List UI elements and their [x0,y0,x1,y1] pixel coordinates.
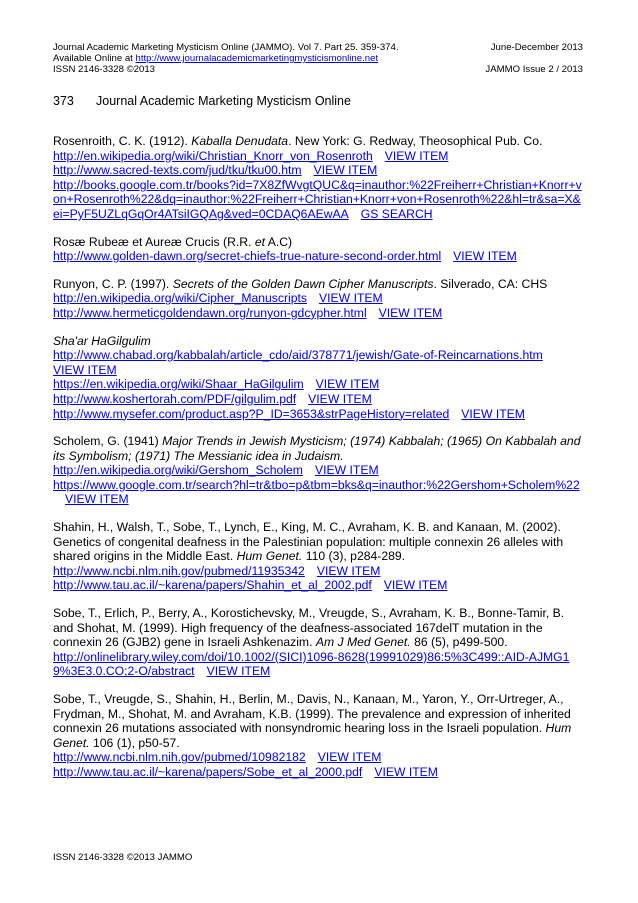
reference-entry [53,606,583,679]
reference-link-line [53,392,583,407]
header-issn-line [53,64,583,75]
view-item-link[interactable]: VIEW ITEM [315,377,380,392]
reference-list [53,134,583,793]
reference-url-link[interactable]: http://www.sacred-texts.com/jud/tku/tku00.htm [53,163,302,178]
citation-italic-title: Kaballa Denudata [191,134,289,148]
reference-citation [53,434,583,463]
citation-text: Sobe, T., Erlich, P., Berry, A., Korostichevsky, M., Vreugde, S., Avraham, K. B., Bonne-Tamir, B. and Shohat, M. (1999). High frequency of the deafness-associated 167delT mutation in the connexin 26 (GJB2) gene in Israeli Ashkenazim. [53,606,565,650]
reference-link-line [53,149,583,164]
reference-url-link[interactable]: http://www.ncbi.nlm.nih.gov/pubmed/10982182 [53,750,306,765]
reference-url-link[interactable]: http://en.wikipedia.org/wiki/Cipher_Manuscripts [53,291,308,306]
journal-website-link[interactable]: http://www.journalacademicmarketingmysticismonline.net [135,53,379,64]
reference-link-line [53,348,583,377]
reference-citation [53,520,583,564]
reference-citation [53,235,583,250]
view-item-link[interactable]: VIEW ITEM [461,406,525,421]
reference-entry [53,277,583,321]
citation-italic-title: Major Trends in Jewish Mysticism; (1974) Kabbalah; (1965) On Kabbalah and its Symbolism; (1971) The Messianic idea in Judaism. [53,434,581,463]
reference-link-line [53,765,583,780]
view-item-link[interactable]: VIEW ITEM [378,305,443,320]
citation-italic-title: Sha'ar HaGilgulim [53,333,151,348]
citation-text: 110 (3), p284-289. [302,549,406,564]
citation-text: Shahin, H., Walsh, T., Sobe, T., Lynch, E., King, M. C., Avraham, K. B. and Kanaan, M. (2002). Genetics of congenital deafness in the Palestinian population: multiple connexin 26 alleles with shared origins in the Middle East. [53,520,564,564]
reference-url-link[interactable]: http://www.mysefer.com/product.asp?P_ID=3653&strPageHistory=related [53,406,450,421]
citation-text: Scholem, G. (1941) [53,434,163,449]
reference-url-link[interactable]: http://www.hermeticgoldendawn.org/runyon-gdcypher.html [53,305,367,320]
reference-citation [53,277,583,292]
citation-italic-title: et [254,234,266,249]
citation-italic-title: Hum Genet. [236,549,303,564]
reference-url-link[interactable]: http://www.chabad.org/kabbalah/article_cdo/aid/378771/jewish/Gate-of-Reincarnations.htm [53,348,543,363]
view-item-link[interactable]: VIEW ITEM [319,291,383,306]
reference-link-line [53,377,583,392]
reference-link-line [53,564,583,579]
reference-link-line [53,478,583,507]
reference-link-line [53,407,583,422]
reference-entry [53,434,583,507]
citation-text: 86 (5), p499-500. [410,635,508,650]
view-item-link[interactable]: VIEW ITEM [314,463,379,478]
view-item-link[interactable]: VIEW ITEM [374,764,438,779]
citation-italic-title: Secrets of the Golden Dawn Cipher Manuscripts [172,276,434,291]
reference-url-link[interactable]: http://en.wikipedia.org/wiki/Christian_Knorr_von_Rosenroth [53,148,373,163]
view-item-link[interactable]: VIEW ITEM [313,163,378,178]
citation-italic-title: Hum Genet. [53,721,572,750]
reference-url-link[interactable]: https://www.google.com.tr/search?hl=tr&tbo=p&tbm=bks&q=inauthor:%22Gershom+Scholem%22 [53,477,580,492]
gs-search-link[interactable]: GS SEARCH [360,206,433,221]
view-item-link[interactable]: VIEW ITEM [308,391,372,406]
date-range: June-December 2013 [490,42,583,53]
reference-link-line [53,291,583,306]
citation-text: Runyon, C. P. (1997). [53,276,173,291]
view-item-link[interactable]: VIEW ITEM [206,664,271,679]
reference-url-link[interactable]: https://en.wikipedia.org/wiki/Shaar_HaGilgulim [53,377,304,392]
reference-url-link[interactable]: http://www.koshertorah.com/PDF/gilgulim.pdf [53,391,297,406]
reference-citation [53,606,583,650]
reference-url-link[interactable]: http://books.google.com.tr/books?id=7X8ZfWvgtQUC&q=inauthor:%22Freiherr+Christian+Knorr+von+Rosenroth%22&dq=inauthor:%22Freiherr+Christian+Knorr+von+Rosenroth%22&hl=tr&sa=X&ei=PyF5UZLqGqOr4ATsiIGQAg&ved=0CDAQ6AEwAA [53,177,582,221]
reference-url-link[interactable]: http://www.tau.ac.il/~karena/papers/Sobe_et_al_2000.pdf [53,764,363,779]
page-heading [53,94,351,108]
view-item-link[interactable]: VIEW ITEM [316,563,381,578]
citation-text: 106 (1), p50-57. [89,735,180,750]
header-available-line [53,53,583,64]
footer-issn: ISSN 2146-3328 ©2013 JAMMO [53,852,193,863]
reference-link-line [53,463,583,478]
citation-text: . Silverado, CA: CHS [433,276,548,291]
reference-link-line [53,178,583,222]
reference-entry [53,235,583,264]
view-item-link[interactable]: VIEW ITEM [65,492,129,507]
reference-entry [53,134,583,222]
page-number: 373 [53,94,74,108]
issn-text: ISSN 2146-3328 ©2013 [53,64,156,75]
reference-url-link[interactable]: http://en.wikipedia.org/wiki/Gershom_Scholem [53,463,303,478]
view-item-link[interactable]: VIEW ITEM [453,249,517,264]
page-title: Journal Academic Marketing Mysticism Online [96,94,351,108]
citation-text: Rosæ Rubeæ et Aureæ Crucis (R.R. [53,234,255,249]
journal-citation: Journal Academic Marketing Mysticism Online (JAMMO). Vol 7. Part 25. 359-374. [53,42,399,53]
citation-text: A.C) [265,234,293,249]
view-item-link[interactable]: VIEW ITEM [317,750,382,765]
view-item-link[interactable]: VIEW ITEM [383,578,448,593]
reference-url-link[interactable]: http://www.ncbi.nlm.nih.gov/pubmed/11935342 [53,563,305,578]
citation-text: Rosenroith, C. K. (1912). [53,134,192,148]
reference-entry [53,334,583,422]
reference-citation [53,692,583,750]
header-journal-line [53,42,583,53]
citation-text: Sobe, T., Vreugde, S., Shahin, H., Berlin, M., Davis, N., Kanaan, M., Yaron, Y., Orr-Urtreger, A., Frydman, M., Shohat, M. and Avraham, K.B. (1999). The prevalence and expression of inherited connexin 26 mutations associated with nonsyndromic hearing loss in the Israeli population. [53,692,571,736]
reference-entry [53,520,583,593]
view-item-link[interactable]: VIEW ITEM [384,148,449,163]
issue-text: JAMMO Issue 2 / 2013 [485,64,583,75]
reference-citation [53,334,583,349]
reference-link-line [53,306,583,321]
reference-entry [53,692,583,780]
reference-url-link[interactable]: http://onlinelibrary.wiley.com/doi/10.1002/(SICI)1096-8628(19991029)86:5%3C499::AID-AJMG19%3E3.0.CO;2-O/abstract [53,649,570,679]
reference-link-line [53,249,583,264]
view-item-link[interactable]: VIEW ITEM [53,362,117,377]
reference-link-line [53,163,583,178]
citation-italic-title: Am J Med Genet. [315,635,411,650]
reference-link-line [53,650,583,679]
reference-citation [53,134,583,149]
reference-url-link[interactable]: http://www.golden-dawn.org/secret-chiefs-true-nature-second-order.html [53,249,442,264]
reference-link-line [53,578,583,593]
citation-text: . New York: G. Redway, Theosophical Pub. Co. [288,134,543,148]
available-prefix: Available Online at [53,53,136,64]
reference-link-line [53,750,583,765]
reference-url-link[interactable]: http://www.tau.ac.il/~karena/papers/Shahin_et_al_2002.pdf [53,578,372,593]
